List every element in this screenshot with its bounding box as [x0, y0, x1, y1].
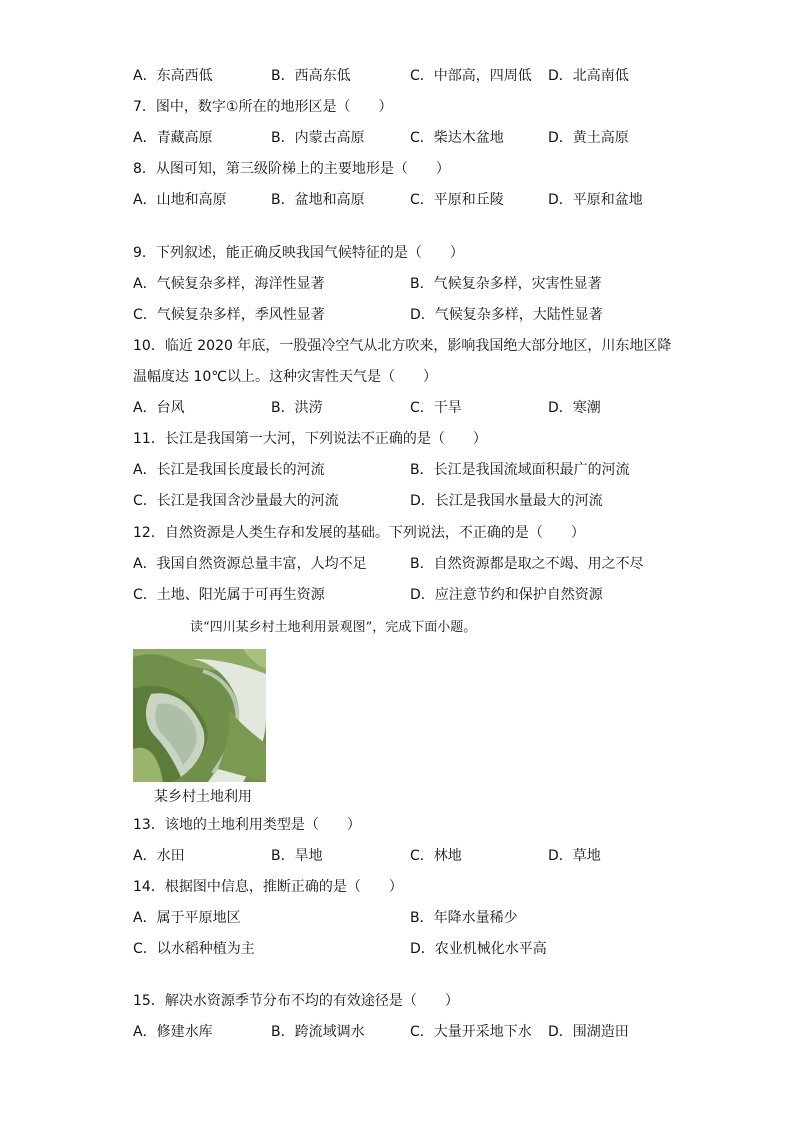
- q13-option-d: D．草地: [548, 848, 601, 864]
- q8-option-b: B．盆地和高原: [271, 192, 365, 208]
- q9-option-a: A．气候复杂多样，海洋性显著: [133, 276, 325, 292]
- q12-option-d: D．应注意节约和保护自然资源: [410, 587, 603, 603]
- q14-option-d: D．农业机械化水平高: [410, 941, 547, 957]
- q12-option-b: B．自然资源都是取之不竭、用之不尽: [410, 556, 644, 572]
- q10-option-a: A．台风: [133, 400, 185, 416]
- q11-option-c: C．长江是我国含沙量最大的河流: [133, 493, 339, 509]
- q14-option-b: B．年降水量稀少: [410, 910, 518, 926]
- reading-instruction: 读“四川某乡村土地利用景观图”，完成下面小题。: [190, 620, 477, 635]
- q15-option-b: B．跨流域调水: [271, 1024, 365, 1040]
- q11-option-a: A．长江是我国长度最长的河流: [133, 462, 325, 478]
- q9-stem: 9．下列叙述，能正确反映我国气候特征的是（ ）: [133, 245, 464, 261]
- q8-option-d: D．平原和盆地: [548, 192, 643, 208]
- q6-option-d: D．北高南低: [548, 68, 629, 84]
- q7-option-b: B．内蒙古高原: [271, 130, 365, 146]
- q6-option-a: A．东高西低: [133, 68, 213, 84]
- q8-stem: 8．从图可知，第三级阶梯上的主要地形是（ ）: [133, 161, 450, 177]
- q8-option-a: A．山地和高原: [133, 192, 227, 208]
- photo-caption: 某乡村土地利用: [154, 789, 252, 805]
- q15-option-c: C．大量开采地下水: [410, 1024, 532, 1040]
- q10-stem-line-1: 10．临近 2020 年底，一股强冷空气从北方吹来，影响我国绝大部分地区，川东地区降: [133, 338, 672, 354]
- q6-option-b: B．西高东低: [271, 68, 351, 84]
- q6-option-c: C．中部高，四周低: [410, 68, 532, 84]
- q10-option-b: B．洪涝: [271, 400, 323, 416]
- q9-option-d: D．气候复杂多样，大陆性显著: [410, 307, 603, 323]
- q13-option-c: C．林地: [410, 848, 462, 864]
- q13-stem: 13．该地的土地利用类型是（ ）: [133, 817, 361, 833]
- q7-stem: 7．图中，数字①所在的地形区是（ ）: [133, 99, 393, 115]
- q11-stem: 11．长江是我国第一大河，下列说法不正确的是（ ）: [133, 431, 487, 447]
- q11-option-d: D．长江是我国水量最大的河流: [410, 493, 603, 509]
- q14-option-c: C．以水稻种植为主: [133, 941, 255, 957]
- q12-option-a: A．我国自然资源总量丰富，人均不足: [133, 556, 367, 572]
- q9-option-c: C．气候复杂多样，季风性显著: [133, 307, 325, 323]
- q10-stem-line-2: 温幅度达 10℃以上。这种灾害性天气是（ ）: [133, 369, 437, 385]
- q7-option-d: D．黄土高原: [548, 130, 629, 146]
- q9-option-b: B．气候复杂多样，灾害性显著: [410, 276, 602, 292]
- q14-option-a: A．属于平原地区: [133, 910, 241, 926]
- q12-stem: 12．自然资源是人类生存和发展的基础。下列说法，不正确的是（ ）: [133, 525, 585, 541]
- q10-option-c: C．干旱: [410, 400, 462, 416]
- q11-option-b: B．长江是我国流域面积最广的河流: [410, 462, 630, 478]
- q10-option-d: D．寒潮: [548, 400, 601, 416]
- q7-option-c: C．柴达木盆地: [410, 130, 504, 146]
- q15-stem: 15．解决水资源季节分布不均的有效途径是（ ）: [133, 993, 459, 1009]
- q13-option-a: A．水田: [133, 848, 185, 864]
- q15-option-a: A．修建水库: [133, 1024, 213, 1040]
- q7-option-a: A．青藏高原: [133, 130, 213, 146]
- q15-option-d: D．围湖造田: [548, 1024, 629, 1040]
- q14-stem: 14．根据图中信息，推断正确的是（ ）: [133, 879, 403, 895]
- q13-option-b: B．旱地: [271, 848, 323, 864]
- q8-option-c: C．平原和丘陵: [410, 192, 504, 208]
- q12-option-c: C．土地、阳光属于可再生资源: [133, 587, 325, 603]
- terraced-field-photo: [133, 649, 266, 782]
